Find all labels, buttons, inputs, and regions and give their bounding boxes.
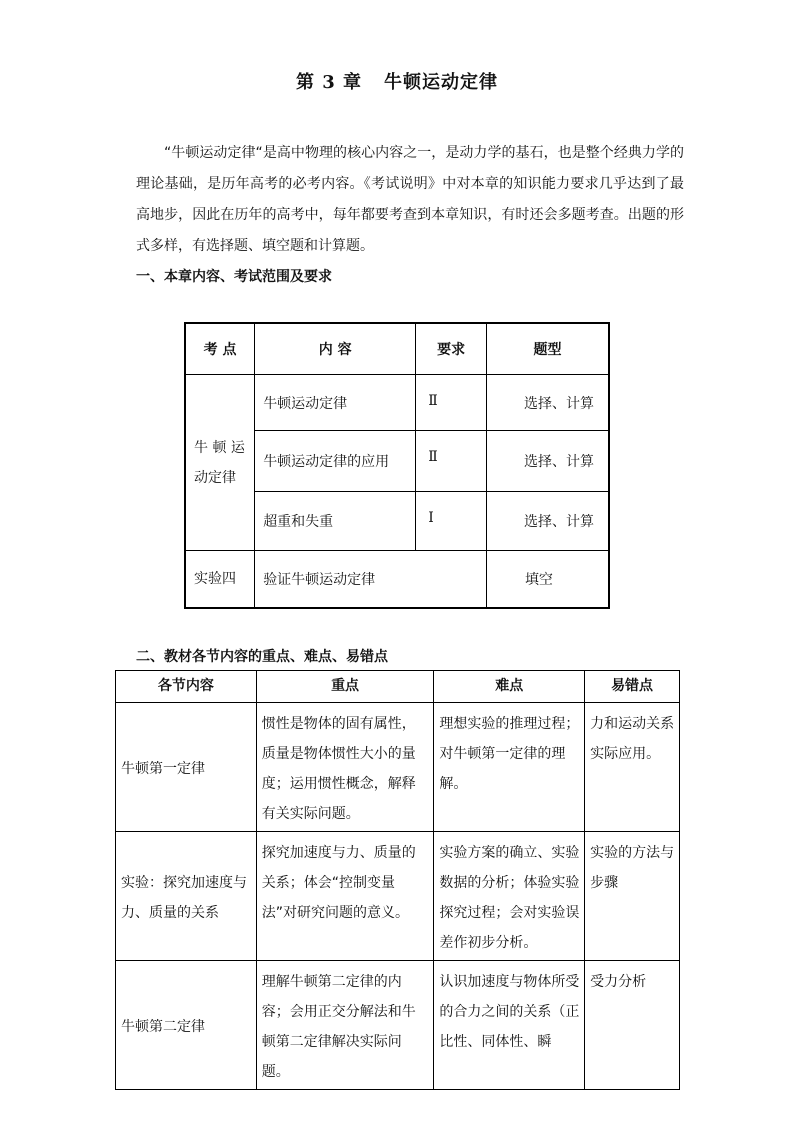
pitfall-cell: 力和运动关系实际应用。 [585,703,680,832]
type-cell: 选择、计算 [486,375,609,431]
header-cell: 考 点 [185,323,255,375]
chapter-title [0,68,794,94]
type-cell: 填空 [486,551,609,608]
header-cell: 要求 [416,323,487,375]
type-cell: 选择、计算 [486,431,609,492]
header-cell: 易错点 [585,671,680,703]
content-cell: 超重和失重 [255,492,416,551]
key-cell: 惯性是物体的固有属性，质量是物体惯性大小的量度；运用惯性概念，解释有关实际问题。 [256,703,434,832]
key-points-table [115,670,680,1090]
pitfall-cell: 实验的方法与步骤 [585,832,680,961]
table-row [185,375,609,431]
chapter-name: 牛顿运动定律 [384,72,499,93]
table-row [116,832,680,961]
section-cell: 实验：探究加速度与力、质量的关系 [116,832,257,961]
header-cell: 重点 [256,671,434,703]
requirement-cell: Ⅱ [416,431,487,492]
pitfall-cell: 受力分析 [585,961,680,1090]
content-cell: 牛顿运动定律 [255,375,416,431]
table-row [116,703,680,832]
section-cell: 牛顿第一定律 [116,703,257,832]
header-cell: 内 容 [255,323,416,375]
difficulty-cell: 理想实验的推理过程；对牛顿第一定律的理解。 [434,703,585,832]
requirement-cell: Ⅱ [416,375,487,431]
key-cell: 理解牛顿第二定律的内容；会用正交分解法和牛顿第二定律解决实际问题。 [256,961,434,1090]
section2-heading: 二、教材各节内容的重点、难点、易错点 [136,649,388,665]
content-cell: 验证牛顿运动定律 [255,551,487,608]
header-cell: 各节内容 [116,671,257,703]
header-cell: 题型 [486,323,609,375]
intro-paragraph: “牛顿运动定律“是高中物理的核心内容之一，是动力学的基石，也是整个经典力学的理论基础，是历年高考的必考内容。《考试说明》中对本章的知识能力要求几乎达到了最高地步，因此在历年的高考中，每年都要考查到本章知识，有时还会多题考查。出题的形式多样，有选择题、填空题和计算题。 [136,145,684,254]
chapter-number: 第 3 章 [295,72,363,93]
table-row [116,961,680,1090]
group-cell: 牛 顿 运动定律 [185,375,255,551]
difficulty-cell: 实验方案的确立、实验数据的分析；体验实验探究过程；会对实验误差作初步分析。 [434,832,585,961]
table-header-row [185,323,609,375]
exam-scope-table [184,322,610,609]
section-cell: 牛顿第二定律 [116,961,257,1090]
table-row [185,551,609,608]
type-cell: 选择、计算 [486,492,609,551]
difficulty-cell: 认识加速度与物体所受的合力之间的关系（正比性、同体性、瞬 [434,961,585,1090]
key-cell: 探究加速度与力、质量的关系；体会“控制变量法”对研究问题的意义。 [256,832,434,961]
requirement-cell: Ⅰ [416,492,487,551]
table-header-row [116,671,680,703]
section1-heading: 一、本章内容、考试范围及要求 [136,269,332,285]
point-cell: 实验四 [185,551,255,608]
content-cell: 牛顿运动定律的应用 [255,431,416,492]
header-cell: 难点 [434,671,585,703]
